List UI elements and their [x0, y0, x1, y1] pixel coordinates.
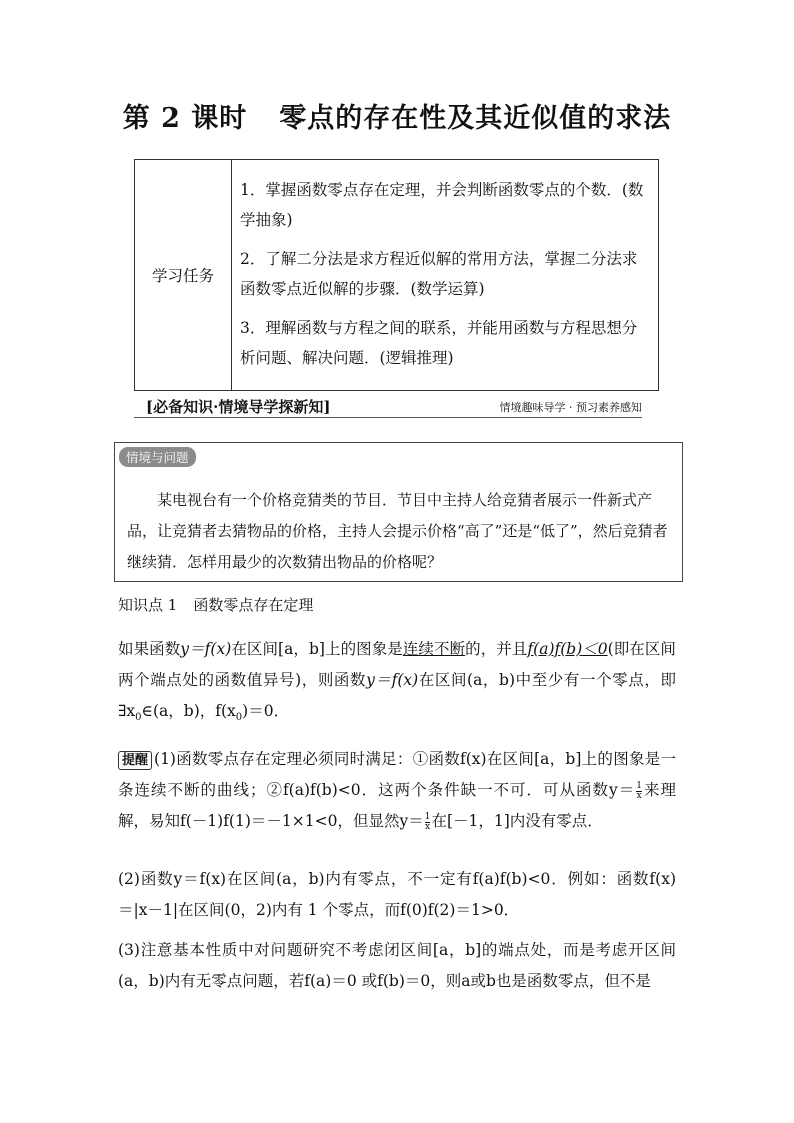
theorem-text: 的，并且 — [465, 640, 528, 658]
tip-badge: 提醒 — [118, 751, 152, 770]
section-subtitle: 情境趣味导学 · 预习素养感知 — [499, 401, 642, 414]
theorem-text: 在区间[a，b]上的图象是 — [231, 640, 403, 658]
context-badge: 情境与问题 — [119, 447, 196, 467]
fraction-denominator: x — [425, 821, 431, 832]
section-header — [134, 395, 642, 418]
fraction-numerator: 1 — [424, 811, 431, 822]
theorem-text: 如果函数 — [118, 640, 181, 658]
fraction — [425, 813, 431, 832]
context-text: 某电视台有一个价格竞猜类的节目．节目中主持人给竞猜者展示一件新式产品，让竞猜者去猜物品的价格，主持人会提示价格“高了”还是“低了”，然后竞猜者继续猜．怎样用最少的次数猜出物品的价格呢？ — [127, 491, 668, 571]
learning-tasks-label: 学习任务 — [135, 160, 232, 391]
theorem-underline: f(a)f(b)＜0 — [527, 640, 608, 658]
task-item: 3．理解函数与方程之间的联系，并能用函数与方程思想分析问题、解决问题．(逻辑推理) — [240, 319, 638, 367]
tip-text: 来理解，易知f(－1)f(1)＝－1×1<0，但显然y＝ — [118, 781, 676, 830]
theorem-paragraph — [118, 634, 676, 733]
theorem-text: )＝0． — [242, 702, 290, 720]
context-box — [114, 442, 683, 582]
lesson-name: 零点的存在性及其近似值的求法 — [279, 103, 672, 134]
fraction-numerator: 1 — [636, 780, 642, 791]
knowledge-point-heading — [118, 594, 313, 615]
task-item: 1．掌握函数零点存在定理，并会判断函数零点的个数．(数学抽象) — [240, 181, 644, 229]
tip-paragraph-3: (3)注意基本性质中对问题研究不考虑闭区间[a，b]的端点处，而是考虑开区间(a，b)内有无零点问题，若f(a)＝0 或f(b)＝0，则a或b也是函数零点，但不是 — [118, 941, 676, 990]
section-title: [必备知识·情境导学探新知] — [146, 398, 331, 416]
tip-text: (1)函数零点存在定理必须同时满足：①函数f(x)在区间[a，b]上的图象是一条连续不断的曲线；②f(a)f(b)<0．这两个条件缺一不可．可从函数y＝ — [118, 750, 676, 799]
theorem-text: ∈(a，b)，f(x — [141, 702, 236, 720]
fraction-denominator: x — [636, 790, 642, 801]
page-title — [0, 96, 794, 135]
lesson-number: 第 2 课时 — [122, 103, 248, 134]
theorem-subscript: 0 — [235, 712, 243, 724]
task-item: 2．了解二分法是求方程近似解的常用方法，掌握二分法求函数零点近似解的步骤．(数学运算) — [240, 250, 638, 298]
learning-tasks-table — [134, 159, 659, 391]
tip-paragraph-2: (2)函数y＝f(x)在区间(a，b)内有零点，不一定有f(a)f(b)<0．例如：函数f(x)＝|x－1|在区间(0，2)内有 1 个零点，而f(0)f(2)＝1>0． — [118, 870, 676, 919]
fraction — [636, 782, 642, 801]
learning-tasks-content — [232, 160, 659, 391]
tip-text: 在[－1，1]内没有零点． — [431, 812, 603, 830]
knowledge-point-label: 知识点 1 — [118, 596, 178, 614]
theorem-text: 在区间(a，b)中至少有一个零点，即∃x — [118, 671, 676, 720]
tip-paragraph-1 — [118, 744, 676, 837]
theorem-underline: 连续不断 — [402, 640, 466, 658]
knowledge-point-name: 函数零点存在定理 — [193, 596, 314, 614]
theorem-subscript: 0 — [135, 712, 142, 724]
theorem-text: (即在区间两个端点处的函数值异号)，则函数 — [118, 640, 676, 689]
theorem-text: y＝f(x) — [180, 640, 232, 658]
theorem-text: y＝f(x) — [366, 671, 419, 689]
